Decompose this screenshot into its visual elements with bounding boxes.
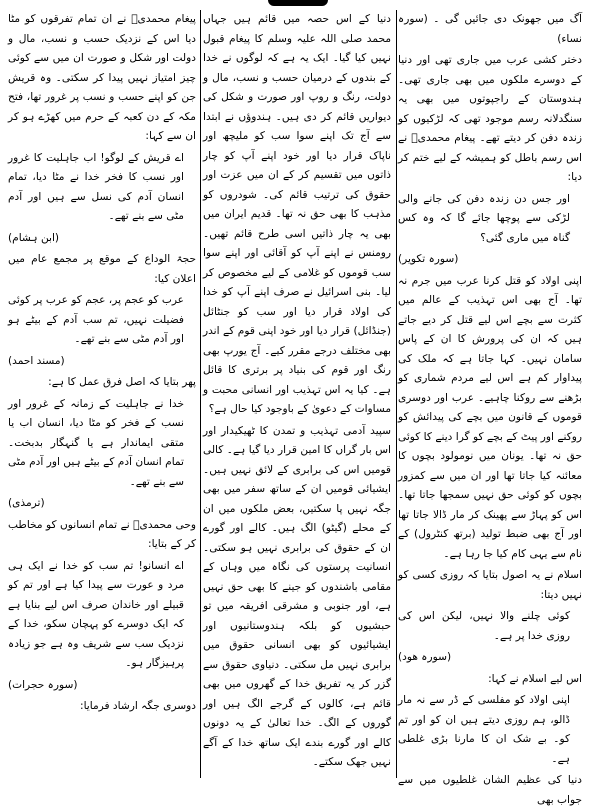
- quote: اے قریش کے لوگو! اب جاہلیت کا غرور اور نسب کا فخر خدا نے مٹا دیا، تمام انسان آدم کی نسل سے ہیں اور آدم مٹی سے بنے تھے۔: [8, 151, 184, 222]
- column-divider: [396, 10, 397, 778]
- paragraph: دنیا کی عظیم الشان غلطیوں میں سے جواب بھی: [398, 774, 582, 806]
- paragraph: آگ میں جھونک دی جائیں گی ۔ (سورہ نساء): [398, 13, 582, 45]
- paragraph: دختر کشی عرب میں جاری تھی اور دنیا کے دوسرے ملکوں میں بھی جاری تھی۔ ہندوستان کے راجپوتوں میں بھی یہ سنگدلانہ رسم موجود تھی کہ لڑکیوں کو زندہ دفن کر دیتے تھے۔ پیغام محمدیؐ نے اس رسم باطل کو ہمیشہ کے لیے ختم کر دیا:: [398, 54, 582, 183]
- paragraph: سپید آدمی تہذیب و تمدن کا ٹھیکیدار اور اس بار گراں کا امین قرار دیا گیا ہے۔ کالی قومیں اس کی برابری کے لائق نہیں ہیں۔ ایشیائی قومیں ان کے ساتھ سفر میں بھی جگہ نہیں پا سکتیں، بعض ملکوں میں ان کے محلے (گیٹو) الگ ہیں۔ کالے اور گورے ان کے حقوق کی برابری نہیں ہو سکتی۔ انسانیت پرستوں کی نگاہ میں وہاں کے مقامی باشندوں کو جینے کا بھی حق نہیں ہے، اور جنوبی و مشرقی افریقہ میں تو حبشیوں کو بلکہ ہندوستانیوں اور ایشیائیوں کو بھی انسانی حقوق میں برابری نہیں مل سکتی۔ دنیاوی حقوق سے گزر کر یہ تفریق خدا کے گھروں میں بھی قائم ہے، کالوں کے گرجے الگ ہیں اور گوروں کے الگ۔ خدا تعالیٰ کے یہ دونوں کالے اور گورے بندے ایک ساتھ خدا کے آگے نہیں جھک سکتے۔: [203, 424, 391, 768]
- citation: (سورہ ھود): [398, 651, 452, 663]
- column-divider: [200, 10, 201, 778]
- paragraph: پیغام محمدیؐ نے ان تمام تفرقوں کو مٹا دیا اس کے نزدیک حسب و نسب، مال و دولت اور شکل و صورت ان میں سے کوئی چیز امتیاز نہیں پیدا کر سکتی۔ وہ قریش جن کو اپنے حسب و نسب پر غرور تھا، فتح مکہ کے دن کعبہ کے حرم میں کھڑے ہو کر ان سے کہا:: [8, 13, 196, 142]
- quote: کوئی چلنے والا نہیں، لیکن اس کی روزی خدا پر ہے۔: [398, 610, 570, 642]
- paragraph: پھر بتایا کہ اصل فرق عمل کا ہے:: [48, 376, 196, 388]
- column-right: [398, 10, 582, 806]
- citation: (مسند احمد): [8, 354, 65, 367]
- paragraph: دوسری جگہ ارشاد فرمایا:: [80, 700, 196, 712]
- paragraph: حجۃ الوداع کے موقع پر مجمع عام میں اعلان کیا:: [8, 253, 196, 285]
- quote: عرب کو عجم پر، عجم کو عرب پر کوئی فضیلت نہیں، تم سب آدم کے بیٹے ہو اور آدم مٹی سے بنے تھے۔: [8, 294, 184, 345]
- quote: اپنی اولاد کو مفلسی کے ڈر سے نہ مار ڈالو، ہم روزی دیتے ہیں ان کو اور تم کو۔ بے شک ان کا مارنا بڑی غلطی ہے۔: [398, 694, 570, 765]
- paragraph: اسلام نے یہ اصول بتایا کہ روزی کسی کو نہیں دیتا:: [398, 569, 582, 601]
- quote: اور جس دن زندہ دفن کی جانے والی لڑکی سے پوچھا جائے گا کہ وہ کس گناہ میں ماری گئی؟: [398, 192, 570, 244]
- paragraph: دنیا کے اس حصہ میں قائم ہیں جہاں محمد صلی اللہ علیہ وسلم کا پیغام قبول نہیں کیا گیا۔ ایک یہ ہے کہ لوگوں نے خدا کے بندوں کے درمیان حسب و نسب، مال و دولت، رنگ و روپ اور صورت و شکل کی دیواریں قائم کر دی ہیں۔ ہندوؤں نے ابتدا سے آج تک اپنے سوا سب کو ملیچھ اور ناپاک قرار دیا اور خود اپنے آپ کو چار ذاتوں میں تقسیم کر کے ان میں عزت اور حقوق کی ترتیب قائم کی۔ شودروں کو مذہب کا بھی حق نہ تھا۔ قدیم ایران میں بھی یہ چار ذاتیں اسی طرح قائم تھیں۔ رومنس نے اپنے آپ کو آقائی اور اپنے سوا سب قوموں کو غلامی کے لیے مخصوص کر لیا۔ بنی اسرائیل نے صرف اپنے آپ کو خدا کی اولاد قرار دیا اور سب کو جنٹائل (جنڈائل) قرار دیا اور خود اپنی قوم کے اندر بھی مختلف درجے مقرر کیے۔ آج یورپ بھی رنگ اور قوم کی بنیاد پر برتری کا قائل ہے۔ کیا یہ اس تہذیب اور انسانی محبت و مساوات کے دعویٰ کے باوجود کیا حال ہے؟: [203, 13, 391, 415]
- citation: (سورہ حجرات): [8, 678, 78, 691]
- top-ornament: [268, 0, 328, 6]
- citation: (سورہ تکویر): [398, 253, 459, 265]
- paragraph: اس لیے اسلام نے کہا:: [488, 672, 582, 685]
- paragraph: اپنی اولاد کو قتل کرنا عرب میں جرم نہ تھا۔ آج بھی اس تہذیب کے عالم میں کثرت سے بچے اس لیے قتل کر دیے جاتے ہیں کہ ان کی پرورش کا ان کے پاس سامان نہیں۔ کہا جاتا ہے کہ ملک کی پیداوار کم ہے اس لیے مردم شماری کو بڑھنے سے روکنا چاہیے۔ عرب اور دوسری قوموں کے قانون میں بچے کی پیدائش کو روکنے اور پیٹ کے بچے کو گرا دینے کا کوئی حق نہ تھا۔ یونان میں نومولود بچوں کا معائنہ کیا جاتا تھا اور ان میں سے کمزور بچوں کو کوئی حق نہیں سمجھا جاتا تھا۔ اس کو پہاڑ سے پھینک کر مار ڈالا جاتا تھا اور آج بھی ضبط تولید (برتھ کنٹرول) کے نام سے یہی کام کیا جا رہا ہے۔: [398, 274, 582, 560]
- quote: اے انسانو! تم سب کو خدا نے ایک ہی مرد و عورت سے پیدا کیا ہے اور تم کو قبیلے اور خاندان صرف اس لیے بنایا ہے کہ ایک دوسرے کو پہچان سکو، خدا کے نزدیک سب سے شریف وہ ہے جو زیادہ پرہیزگار ہو۔: [8, 559, 184, 669]
- citation: (ابن ہشام): [8, 231, 60, 244]
- paragraph: وحی محمدیؐ نے تمام انسانوں کو مخاطب کر کے بتایا:: [8, 518, 196, 550]
- citation: (ترمذی): [8, 497, 45, 509]
- quote: خدا نے جاہلیت کے زمانہ کے غرور اور نسب کے فخر کو مٹا دیا، انسان اب یا متقی ایماندار ہے یا گنہگار بدبخت۔ تمام انسان آدم کے بیٹے ہیں اور آدم مٹی سے بنے تھے۔: [8, 397, 184, 488]
- column-middle: [203, 10, 391, 778]
- column-left: [8, 10, 196, 778]
